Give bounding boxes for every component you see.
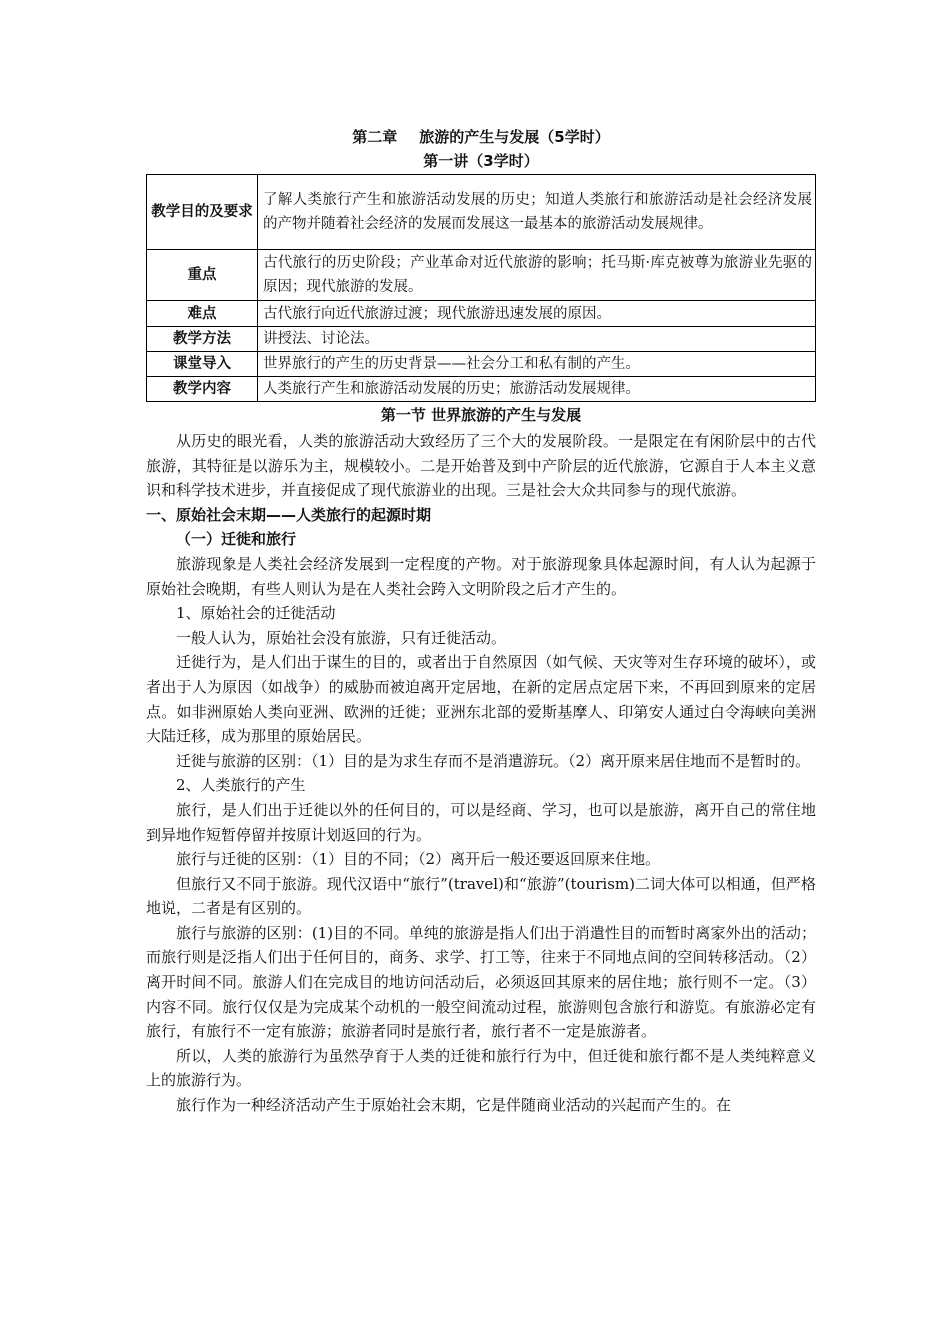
table-row <box>147 175 816 250</box>
table-row <box>147 352 816 377</box>
row-label: 课堂导入 <box>147 352 258 377</box>
paragraph: 迁徙与旅游的区别：（1）目的是为求生存而不是消遣游玩。（2）离开原来居住地而不是暂时的。 <box>176 751 811 770</box>
heading-level-1: 一、原始社会末期——人类旅行的起源时期 <box>146 505 432 524</box>
row-label: 难点 <box>147 301 258 327</box>
lecture-title: 第一讲（3学时） <box>423 152 539 170</box>
row-content: 了解人类旅行产生和旅游活动发展的历史；知道人类旅行和旅游活动是社会经济发展的产物并随着社会经济的发展而发展这一最基本的旅游活动发展规律。 <box>258 175 816 250</box>
chapter-name: 旅游的产生与发展（5学时） <box>419 128 610 146</box>
table-row <box>147 250 816 301</box>
paragraph: 迁徙行为，是人们出于谋生的目的，或者出于自然原因（如气候、天灾等对生存环境的破坏），或者出于人为原因（如战争）的威胁而被迫离开定居地，在新的定居点定居下来，不再回到原来的定居点。如非洲原始人类向亚洲、欧洲的迁徙；亚洲东北部的爱斯基摩人、印第安人通过白令海峡向美洲大陆迁移，成为那里的原始居民。 <box>146 653 816 746</box>
paragraph: 旅游现象是人类社会经济发展到一定程度的产物。对于旅游现象具体起源时间，有人认为起源于原始社会晚期，有些人则认为是在人类社会跨入文明阶段之后才产生的。 <box>146 554 816 598</box>
heading-level-2: （一）迁徙和旅行 <box>176 530 297 549</box>
row-label: 教学内容 <box>147 377 258 402</box>
chapter-number: 第二章 <box>352 128 398 146</box>
paragraph: 所以，人类的旅游行为虽然孕育于人类的迁徙和旅行行为中，但迁徙和旅行都不是人类纯粹意义上的旅游行为。 <box>146 1046 816 1090</box>
chapter-title <box>146 124 816 150</box>
table-row <box>147 377 816 402</box>
paragraph: 旅行，是人们出于迁徙以外的任何目的，可以是经商、学习，也可以是旅游，离开自己的常住地到异地作短暂停留并按原计划返回的行为。 <box>146 800 816 844</box>
subheading: 2、人类旅行的产生 <box>176 776 306 795</box>
paragraph: 旅行与旅游的区别：(1)目的不同。单纯的旅游是指人们出于消遣性目的而暂时离家外出的活动；而旅行则是泛指人们出于任何目的，商务、求学、打工等，往来于不同地点间的空间转移活动。（2）离开时间不同。旅游人们在完成目的地访问活动后，必须返回其原来的居住地；旅行则不一定。（3）内容不同。旅行仅仅是为完成某个动机的一般空间流动过程，旅游则包含旅行和游览。有旅游必定有旅行，有旅行不一定有旅游；旅游者同时是旅行者，旅行者不一定是旅游者。 <box>146 923 816 1041</box>
row-content: 讲授法、讨论法。 <box>258 327 816 352</box>
paragraph: 一般人认为，原始社会没有旅游，只有迁徙活动。 <box>176 628 507 647</box>
intro-paragraph: 从历史的眼光看，人类的旅游活动大致经历了三个大的发展阶段。一是限定在有闲阶层中的古代旅游，其特征是以游乐为主，规模较小。二是开始普及到中产阶层的近代旅游，它源自于人本主义意识和科学技术进步，并直接促成了现代旅游业的出现。三是社会大众共同参与的现代旅游。 <box>146 432 816 500</box>
row-label: 教学方法 <box>147 327 258 352</box>
section-title: 第一节 世界旅游的产生与发展 <box>380 406 582 424</box>
table-row <box>147 327 816 352</box>
table-row <box>147 301 816 327</box>
row-content: 古代旅行的历史阶段；产业革命对近代旅游的影响；托马斯·库克被尊为旅游业先驱的原因；现代旅游的发展。 <box>258 250 816 301</box>
paragraph: 旅行与迁徙的区别：（1）目的不同；（2）离开后一般还要返回原来住地。 <box>176 850 661 869</box>
row-label: 教学目的及要求 <box>147 175 258 250</box>
document-page <box>146 124 816 1118</box>
paragraph: 但旅行又不同于旅游。现代汉语中“旅行”(travel)和“旅游”(tourism)二词大体可以相通，但严格地说，二者是有区别的。 <box>146 874 816 918</box>
row-content: 世界旅行的产生的历史背景——社会分工和私有制的产生。 <box>258 352 816 377</box>
row-label: 重点 <box>147 250 258 301</box>
row-content: 人类旅行产生和旅游活动发展的历史；旅游活动发展规律。 <box>258 377 816 402</box>
subheading: 1、原始社会的迁徙活动 <box>176 604 336 623</box>
teaching-plan-table <box>146 174 816 402</box>
paragraph: 旅行作为一种经济活动产生于原始社会末期，它是伴随商业活动的兴起而产生的。在 <box>176 1096 732 1115</box>
row-content: 古代旅行向近代旅游过渡；现代旅游迅速发展的原因。 <box>258 301 816 327</box>
